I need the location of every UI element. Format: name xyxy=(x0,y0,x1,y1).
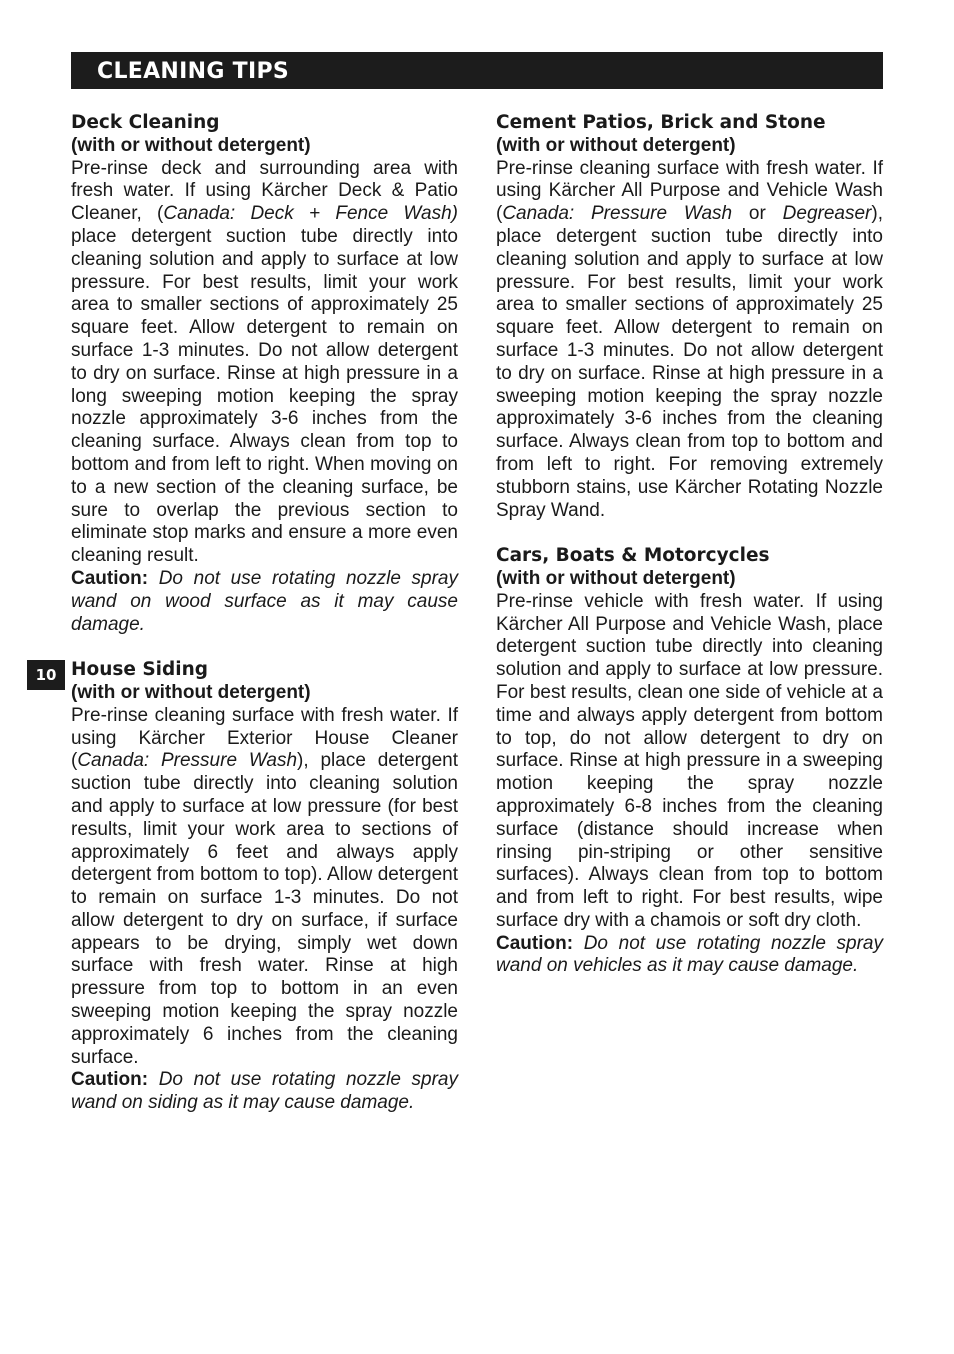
section-subtitle: (with or without detergent) xyxy=(71,681,311,703)
section-body: Pre-rinse cleaning surface with fresh water. If using Kärcher All Purpose and Vehicle Wash (Canada: Pressure Wash or Degreaser), place detergent suction tube directly into cleaning solution and apply to surface at low pressure. For best results, limit your work area to smaller sections of approximately 25 square feet. Allow detergent to remain on surface 1-3 minutes. Do not allow detergent to dry on surface. Rinse at high pressure in a sweeping motion keeping the spray nozzle approximately 3-6 inches from the cleaning surface. Always clean from top to bottom and from left to right. For removing extremely stubborn stains, use Kärcher Rotating Nozzle Spray Wand. xyxy=(496,157,883,521)
page-title: CLEANING TIPS xyxy=(97,59,290,84)
section-title: Deck Cleaning xyxy=(71,112,220,133)
caution-text: Do not use rotating nozzle spray wand on siding as it may cause damage. xyxy=(71,1069,458,1114)
caution-note xyxy=(496,933,883,979)
caution-text: Do not use rotating nozzle spray wand on vehicles as it may cause damage. xyxy=(496,932,883,977)
section-cement-patios xyxy=(496,112,883,522)
section-body: Pre-rinse vehicle with fresh water. If using Kärcher All Purpose and Vehicle Wash, place detergent suction tube directly into cleaning solution and apply to surface at low pressure. For best results, clean one side of vehicle at a time and always apply detergent from bottom to top, do not allow detergent to dry on surface. Rinse at high pressure in a sweeping motion keeping the spray nozzle approximately 6-8 inches from the cleaning surface (distance should increase when rinsing pin-striping or other sensitive surfaces). Always clean from top to bottom and from left to right. For best results, wipe surface dry with a chamois or soft dry cloth. xyxy=(496,590,883,931)
page-number-tab: 10 xyxy=(27,660,65,690)
right-column xyxy=(496,112,883,1001)
left-column xyxy=(71,112,458,1138)
section-body: Pre-rinse deck and surrounding area with fresh water. If using Kärcher Deck & Patio Cleaner, (Canada: Deck + Fence Wash) place detergent suction tube directly into cleaning solution and apply to surface at low pressure. For best results, limit your work area to smaller sections of approximately 25 square feet. Allow detergent to remain on surface 1-3 minutes. Do not allow detergent to dry on surface. Rinse at high pressure in a long sweeping motion keeping the spray nozzle approximately 3-6 inches from the cleaning surface. Always clean from top to bottom and from left to right. When moving on to a new section of the cleaning surface, be sure to overlap the previous section to eliminate stop marks and ensure a more even cleaning result. xyxy=(71,157,458,567)
section-house-siding xyxy=(71,659,458,1115)
caution-note xyxy=(71,568,458,636)
caution-label: Caution: xyxy=(71,1069,149,1091)
section-cars-boats-motorcycles xyxy=(496,545,883,978)
section-header-bar xyxy=(71,52,883,89)
section-body: Pre-rinse cleaning surface with fresh water. If using Kärcher Exterior House Cleaner (Canada: Pressure Wash), place detergent suction tube directly into cleaning solution and apply to surface at low pressure (for best results, limit your work area to sections of approximately 6 feet and always apply detergent from bottom to top). Allow detergent to remain on surface 1-3 minutes. Do not allow detergent to dry on surface, if surface appears to be drying, simply wet down surface with fresh water. Rinse at high pressure from top to bottom in an even sweeping motion keeping the spray nozzle approximately 6 inches from the cleaning surface. xyxy=(71,704,458,1068)
section-subtitle: (with or without detergent) xyxy=(71,134,311,156)
section-subtitle: (with or without detergent) xyxy=(496,134,736,156)
section-title: Cars, Boats & Motorcycles xyxy=(496,545,770,567)
section-title: House Siding xyxy=(71,659,209,681)
caution-text: Do not use rotating nozzle spray wand on wood surface as it may cause damage. xyxy=(71,567,458,635)
caution-label: Caution: xyxy=(71,567,149,589)
section-title: Cement Patios, Brick and Stone xyxy=(496,112,826,133)
section-subtitle: (with or without detergent) xyxy=(496,567,736,589)
caution-label: Caution: xyxy=(496,932,574,954)
caution-note xyxy=(71,1069,458,1115)
section-deck-cleaning xyxy=(71,112,458,636)
